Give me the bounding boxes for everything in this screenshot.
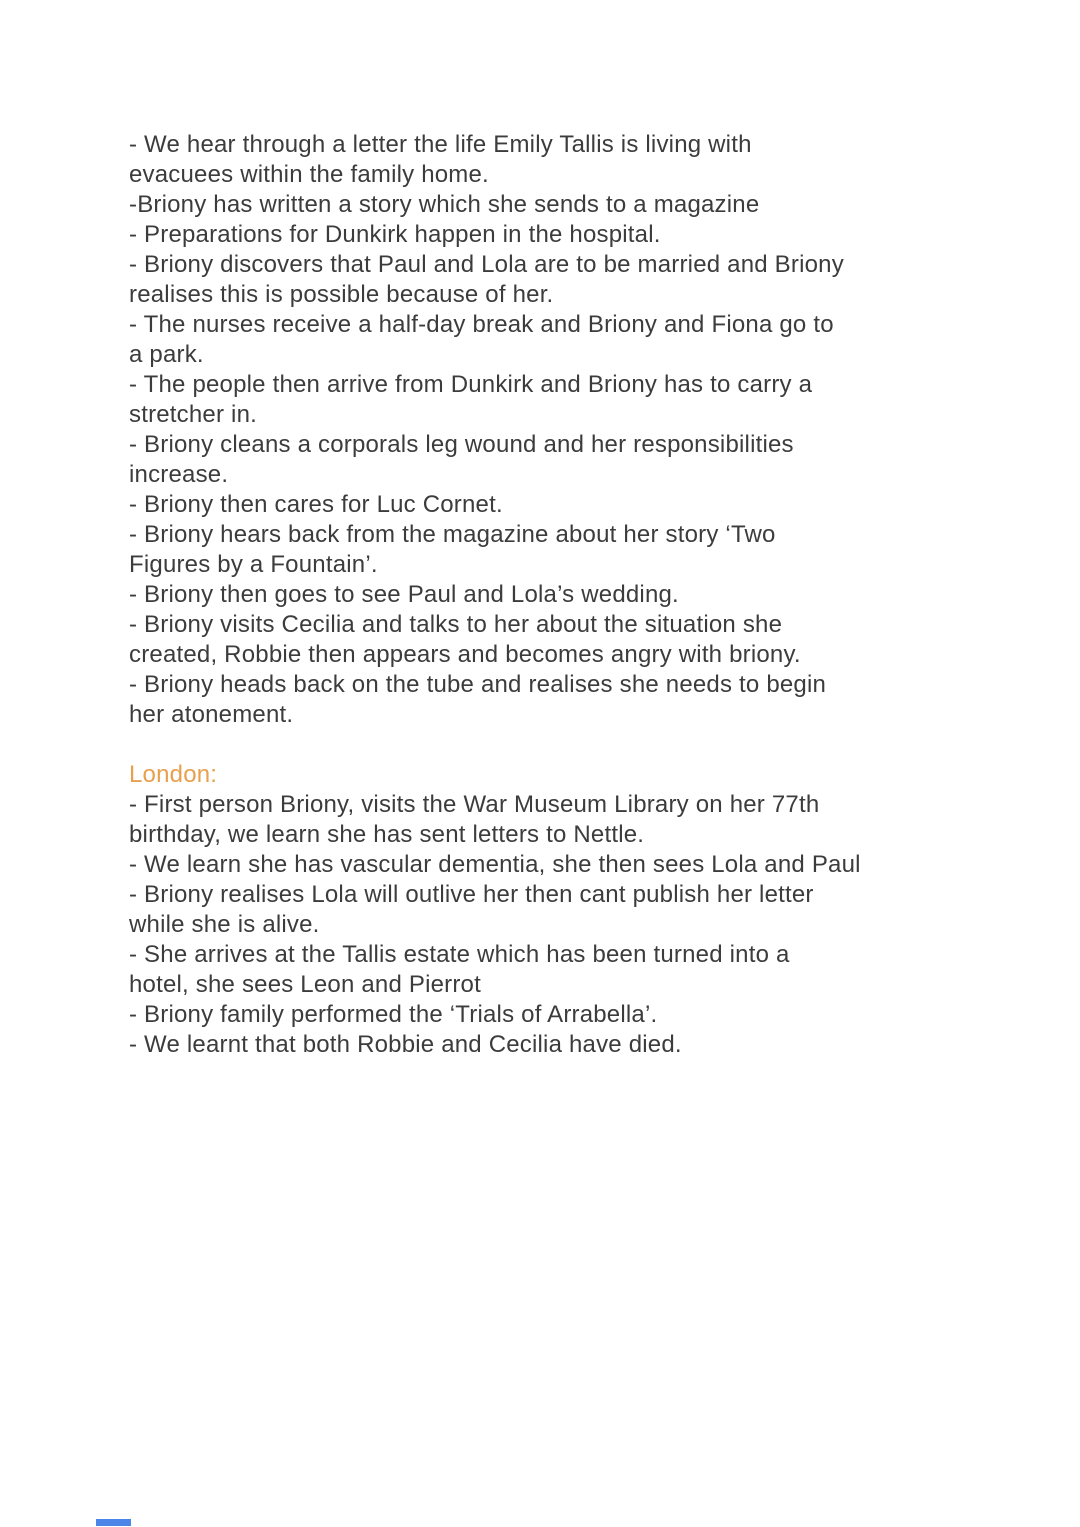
section-gap — [129, 730, 1020, 760]
cutoff-blue-text-fragment — [96, 1519, 131, 1526]
text-line: hotel, she sees Leon and Pierrot — [129, 971, 481, 998]
section-heading-london: London: — [129, 761, 218, 788]
notes-section-hospital — [129, 130, 1020, 730]
text-line: -Briony has written a story which she sends to a magazine — [129, 191, 760, 218]
text-line: - Briony discovers that Paul and Lola are to be married and Briony — [129, 251, 844, 278]
notes-section-london — [129, 760, 1020, 1060]
text-line: increase. — [129, 461, 229, 488]
text-line: evacuees within the family home. — [129, 161, 489, 188]
text-line: - We learnt that both Robbie and Cecilia have died. — [129, 1031, 682, 1058]
text-line: - We learn she has vascular dementia, she then sees Lola and Paul — [129, 851, 861, 878]
text-line: - She arrives at the Tallis estate which has been turned into a — [129, 941, 790, 968]
text-line: - We hear through a letter the life Emily Tallis is living with — [129, 131, 752, 158]
text-line: - Briony then goes to see Paul and Lola’s wedding. — [129, 581, 679, 608]
text-line: - First person Briony, visits the War Museum Library on her 77th — [129, 791, 820, 818]
text-line: - Briony then cares for Luc Cornet. — [129, 491, 503, 518]
text-line: - Briony visits Cecilia and talks to her about the situation she — [129, 611, 783, 638]
text-line: - Briony heads back on the tube and realises she needs to begin — [129, 671, 827, 698]
text-line: - Preparations for Dunkirk happen in the hospital. — [129, 221, 661, 248]
text-line: - The nurses receive a half-day break and Briony and Fiona go to — [129, 311, 834, 338]
text-line: - The people then arrive from Dunkirk and Briony has to carry a — [129, 371, 813, 398]
text-line: realises this is possible because of her. — [129, 281, 554, 308]
text-line: her atonement. — [129, 701, 294, 728]
text-line: while she is alive. — [129, 911, 320, 938]
text-line: - Briony cleans a corporals leg wound and her responsibilities — [129, 431, 794, 458]
text-line: Figures by a Fountain’. — [129, 551, 378, 578]
text-line: - Briony family performed the ‘Trials of Arrabella’. — [129, 1001, 658, 1028]
text-line: - Briony realises Lola will outlive her then cant publish her letter — [129, 881, 814, 908]
text-line: a park. — [129, 341, 204, 368]
text-line: - Briony hears back from the magazine about her story ‘Two — [129, 521, 776, 548]
text-line: created, Robbie then appears and becomes angry with briony. — [129, 641, 801, 668]
text-line: birthday, we learn she has sent letters to Nettle. — [129, 821, 645, 848]
notes-text-block — [129, 130, 1020, 1060]
text-line: stretcher in. — [129, 401, 257, 428]
